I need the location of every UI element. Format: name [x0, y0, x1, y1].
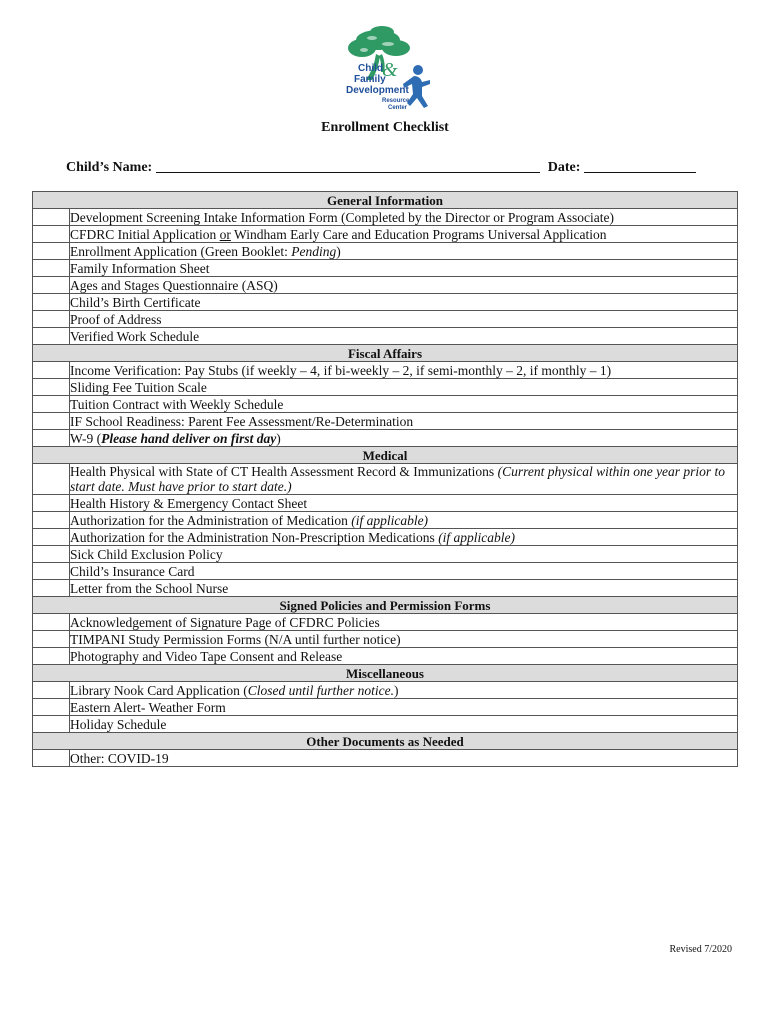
checklist-row [33, 614, 738, 631]
checkbox-cell[interactable] [33, 580, 70, 597]
checklist-item: Eastern Alert- Weather Form [70, 699, 738, 716]
checkbox-cell[interactable] [33, 750, 70, 767]
checklist-item: Acknowledgement of Signature Page of CFDRC Policies [70, 614, 738, 631]
checklist-row [33, 379, 738, 396]
checkbox-cell[interactable] [33, 648, 70, 665]
logo-text-development: Development [346, 85, 409, 96]
checkbox-cell[interactable] [33, 243, 70, 260]
checklist-row [33, 209, 738, 226]
checkbox-cell[interactable] [33, 529, 70, 546]
checklist-row [33, 716, 738, 733]
checklist-item: Sliding Fee Tuition Scale [70, 379, 738, 396]
checkbox-cell[interactable] [33, 614, 70, 631]
checklist-item [70, 529, 738, 546]
checklist-item-text: (if applicable) [438, 529, 516, 545]
section-header [33, 345, 738, 362]
checkbox-cell[interactable] [33, 495, 70, 512]
checklist-row [33, 396, 738, 413]
revised-date: Revised 7/2020 [669, 944, 732, 955]
section-header [33, 665, 738, 682]
checkbox-cell[interactable] [33, 226, 70, 243]
logo-text-resource: Resource [382, 98, 410, 104]
checklist-row [33, 495, 738, 512]
checklist-item [70, 464, 738, 495]
checklist-row [33, 546, 738, 563]
checklist-item: IF School Readiness: Parent Fee Assessment/Re-Determination [70, 413, 738, 430]
checkbox-cell[interactable] [33, 699, 70, 716]
checkbox-cell[interactable] [33, 209, 70, 226]
checklist-item-text: Enrollment Application (Green Booklet: [70, 243, 292, 259]
checklist-item: Letter from the School Nurse [70, 580, 738, 597]
checklist-item: Ages and Stages Questionnaire (ASQ) [70, 277, 738, 294]
checklist-item-text: W-9 ( [70, 430, 102, 446]
date-label: Date: [547, 160, 581, 175]
checklist-row [33, 750, 738, 767]
section-title: Signed Policies and Permission Forms [33, 597, 738, 614]
section-header [33, 447, 738, 464]
checklist-item: Child’s Insurance Card [70, 563, 738, 580]
checklist-row [33, 512, 738, 529]
checklist-item-text: ) [276, 430, 281, 446]
checklist-row [33, 648, 738, 665]
checklist-item-text: CFDRC Initial Application [70, 226, 220, 242]
checklist-row [33, 631, 738, 648]
checklist-row [33, 563, 738, 580]
checkbox-cell[interactable] [33, 430, 70, 447]
checklist-row [33, 529, 738, 546]
checkbox-cell[interactable] [33, 716, 70, 733]
checklist-row [33, 430, 738, 447]
checklist-item-text: Windham Early Care and Education Programs Universal Application [230, 226, 607, 242]
checklist-item: Health History & Emergency Contact Sheet [70, 495, 738, 512]
section-title: Fiscal Affairs [33, 345, 738, 362]
checklist-row [33, 682, 738, 699]
checkbox-cell[interactable] [33, 396, 70, 413]
section-title: General Information [33, 192, 738, 209]
section-header [33, 733, 738, 750]
logo-ampersand: & [382, 59, 398, 81]
checklist-item: Verified Work Schedule [70, 328, 738, 345]
checklist-item: Sick Child Exclusion Policy [70, 546, 738, 563]
checkbox-cell[interactable] [33, 413, 70, 430]
checklist-row [33, 464, 738, 495]
checklist-item-text: (if applicable) [351, 512, 429, 528]
checkbox-cell[interactable] [33, 328, 70, 345]
checklist-item [70, 243, 738, 260]
logo-text-child: Child [358, 63, 383, 74]
checklist-item-text: or [219, 226, 231, 242]
checkbox-cell[interactable] [33, 546, 70, 563]
checklist-row [33, 699, 738, 716]
checkbox-cell[interactable] [33, 294, 70, 311]
checklist-item: Photography and Video Tape Consent and Release [70, 648, 738, 665]
tree-logo-icon [338, 24, 440, 116]
checklist-item [70, 512, 738, 529]
checklist-item-text: ) [336, 243, 341, 259]
checklist-item-text: ) [393, 682, 399, 698]
checklist-item: TIMPANI Study Permission Forms (N/A until further notice) [70, 631, 738, 648]
section-title: Medical [33, 447, 738, 464]
checklist-item [70, 226, 738, 243]
checkbox-cell[interactable] [33, 464, 70, 495]
checklist-item [70, 430, 738, 447]
checklist-item-text: Closed until further notice. [247, 682, 394, 698]
checkbox-cell[interactable] [33, 379, 70, 396]
checklist-item: Other: COVID-19 [70, 750, 738, 767]
checklist-row [33, 328, 738, 345]
section-header [33, 192, 738, 209]
checkbox-cell[interactable] [33, 631, 70, 648]
cfdrc-logo [338, 24, 440, 116]
checklist-item: Tuition Contract with Weekly Schedule [70, 396, 738, 413]
checkbox-cell[interactable] [33, 362, 70, 379]
logo-text-family: Family [354, 74, 386, 85]
checkbox-cell[interactable] [33, 277, 70, 294]
checkbox-cell[interactable] [33, 311, 70, 328]
section-title: Miscellaneous [33, 665, 738, 682]
checkbox-cell[interactable] [33, 512, 70, 529]
checklist-row [33, 362, 738, 379]
logo-text-center: Center [388, 105, 408, 111]
child-name-label: Child’s Name: [66, 160, 153, 175]
section-header [33, 597, 738, 614]
checklist-item-text: Health Physical with State of CT Health Assessment Record & Immunizations [70, 464, 498, 479]
checklist-row [33, 311, 738, 328]
checklist-item-text: Please hand deliver on first day [101, 430, 277, 446]
date-blank[interactable] [584, 158, 696, 173]
section-title: Other Documents as Needed [33, 733, 738, 750]
checklist-row [33, 243, 738, 260]
checklist-item: Child’s Birth Certificate [70, 294, 738, 311]
checklist-row [33, 226, 738, 243]
checklist-item [70, 682, 738, 699]
checklist-row [33, 413, 738, 430]
checklist-item: Proof of Address [70, 311, 738, 328]
enrollment-checklist-table [32, 191, 738, 767]
checklist-item: Holiday Schedule [70, 716, 738, 733]
checklist-row [33, 580, 738, 597]
checklist-item-text: (Current physical within one year prior to start date. Must have prior to start date.) [70, 464, 726, 494]
checklist-row [33, 294, 738, 311]
checklist-item-text: Pending [291, 243, 337, 259]
checkbox-cell[interactable] [33, 563, 70, 580]
checklist-row [33, 260, 738, 277]
checklist-item-text: Library Nook Card Application ( [70, 682, 248, 698]
checklist-row [33, 277, 738, 294]
checklist-item-text: Authorization for the Administration Non-Prescription Medications [70, 529, 439, 545]
checklist-item: Family Information Sheet [70, 260, 738, 277]
child-name-blank[interactable] [156, 158, 540, 173]
page-title: Enrollment Checklist [321, 120, 449, 135]
checklist-item: Income Verification: Pay Stubs (if weekly – 4, if bi-weekly – 2, if semi-monthly – 2, if monthly – 1) [70, 362, 738, 379]
child-name-date-row [66, 156, 696, 176]
checklist-item-text: Authorization for the Administration of Medication [70, 512, 352, 528]
checklist-item: Development Screening Intake Information Form (Completed by the Director or Program Associate) [70, 209, 738, 226]
checkbox-cell[interactable] [33, 260, 70, 277]
checkbox-cell[interactable] [33, 682, 70, 699]
